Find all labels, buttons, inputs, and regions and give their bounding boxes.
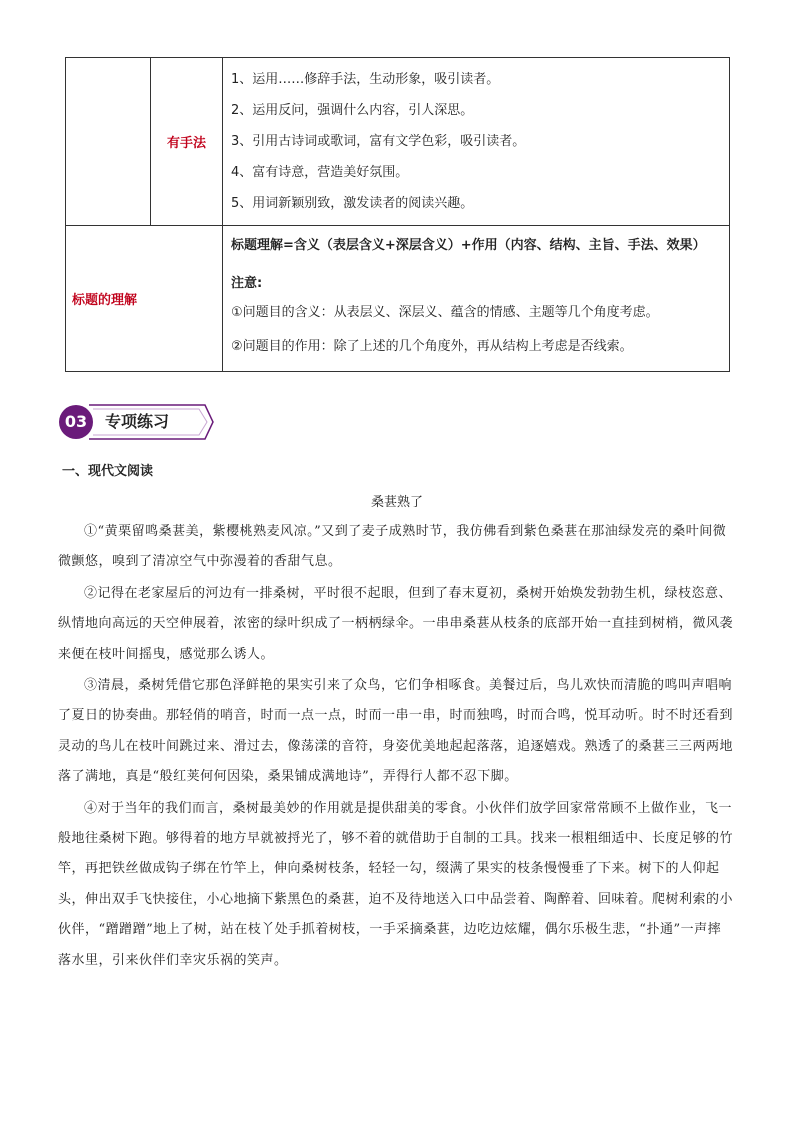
sub-heading: 一、现代文阅读 <box>62 464 154 479</box>
list-item: 5、用词新颖别致，激发读者的阅读兴趣。 <box>231 196 474 211</box>
article-body <box>58 517 734 977</box>
paragraph: ①“黄栗留鸣桑葚美，紫樱桃熟麦风凉。”又到了麦子成熟时节，我仿佛看到紫色桑葚在那油绿发亮的桑叶间微微颤悠，嗅到了清凉空气中弥漫着的香甜气息。 <box>58 524 727 570</box>
section-header <box>59 401 219 443</box>
paragraph: ③清晨，桑树凭借它那色泽鲜艳的果实引来了众鸟，它们争相啄食。美餐过后，鸟儿欢快而清脆的鸣叫声唱响了夏日的协奏曲。那轻俏的哨音，时而一点一点，时而一串一串，时而独鸣，时而合鸣，悦耳动听。时不时还看到灵动的鸟儿在枝叶间跳过来、滑过去，像荡漾的音符，身姿优美地起起落落，追逐嬉戏。熟透了的桑葚三三两两地落了满地，真是“般红荚何何因染，桑果铺成满地诗”，弄得行人都不忍下脚。 <box>58 678 734 785</box>
title-understanding-cell <box>223 226 730 372</box>
note-item: ①问题目的含义：从表层义、深层义、蕴含的情感、主题等几个角度考虑。 <box>231 304 659 320</box>
table-row <box>66 226 730 372</box>
paragraph: ④对于当年的我们而言，桑树最美妙的作用就是提供甜美的零食。小伙伴们放学回家常常顾不上做作业，飞一般地往桑树下跑。够得着的地方早就被捋光了，够不着的就借助于自制的工具。找来一根粗细适中、长度足够的竹竿，再把铁丝做成钩子绑在竹竿上，伸向桑树枝条，轻轻一勾，缀满了果实的枝条慢慢垂了下来。树下的人仰起头，伸出双手飞快接住，小心地摘下紫黑色的桑葚，迫不及待地送入口中品尝着、陶醉着、回味着。爬树利索的小伙伴，“蹭蹭蹭”地上了树，站在枝丫处手抓着树枝，一手采摘桑葚，边吃边炫耀，偶尔乐极生悲，“扑通”一声摔落水里，引来伙伴们幸灾乐祸的笑声。 <box>58 800 734 968</box>
paragraph: ②记得在老家屋后的河边有一排桑树，平时很不起眼，但到了春末夏初，桑树开始焕发勃勃生机，绿枝恣意、纵情地向高远的天空伸展着，浓密的绿叶织成了一柄柄绿伞。一串串桑葚从枝条的底部开始一直挂到树梢，微风袭来便在枝叶间摇曳，感觉那么诱人。 <box>58 585 734 662</box>
list-item: 4、富有诗意，营造美好氛围。 <box>231 165 409 180</box>
table-row <box>66 58 730 226</box>
method-table <box>65 57 730 372</box>
section-number: 03 <box>64 412 88 431</box>
article-title: 桑葚熟了 <box>370 495 423 510</box>
row-label: 标题的理解 <box>66 226 223 372</box>
empty-cell <box>66 58 151 226</box>
list-item: 1、运用……修辞手法，生动形象，吸引读者。 <box>231 72 500 87</box>
formula-text: 标题理解=含义（表层含义+深层含义）+作用（内容、结构、主旨、手法、效果） <box>231 237 706 253</box>
note-label: 注意: <box>231 275 263 291</box>
section-title: 专项练习 <box>105 412 170 431</box>
list-item: 3、引用古诗词或歌词，富有文学色彩，吸引读者。 <box>231 134 526 149</box>
row-label: 有手法 <box>151 58 223 226</box>
list-item: 2、运用反问，强调什么内容，引人深思。 <box>231 103 474 118</box>
note-item: ②问题目的作用：除了上述的几个角度外，再从结构上考虑是否线索。 <box>231 338 633 354</box>
technique-list <box>223 58 730 226</box>
